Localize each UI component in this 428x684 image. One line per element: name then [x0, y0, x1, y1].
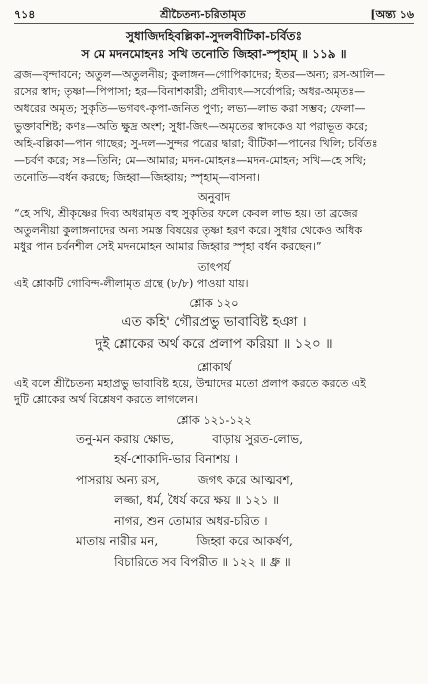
meaning-heading: শ্লোকার্থ: [196, 360, 231, 375]
verse-line: স মে মদনমোহনঃ সখি তনোতি জিহ্বা-স্পৃহাম্ ॥ ১১৯ ॥: [81, 47, 347, 61]
bengali-verse-120: [14, 312, 414, 356]
verse-line: মাতায় নারীর মন, জিহ্বা করে আকর্ষণ,: [76, 534, 293, 549]
translation: [14, 206, 414, 255]
verse-line: পাসরায় অন্য রস, জগৎ করে আত্মবশ,: [76, 472, 294, 487]
verse-line: হর্ষ-শোকাদি-ভার বিনাশয় ।: [76, 452, 239, 467]
synonym-line: ব্রজ—বৃন্দাবনে; অতুল—অতুলনীয়; কুলাঙ্গন—গোপিকাদের; ইতর—অন্য; রস-আলি—: [14, 68, 385, 81]
verse-line: তনু-মন করায় ক্ষোভ, বাড়ায় সুরত-লোভ,: [76, 431, 303, 446]
synonym-line: অহি-বল্লিকা—পান গাছের; সু-দল—সুন্দর পত্রের দ্বারা; বীটিকা—পানের খিলি; চর্বিতঃ: [14, 136, 378, 150]
verse-line: বিচারিতে সব বিপরীত ॥ ১২২ ॥ ধ্রু ॥: [76, 554, 291, 569]
purport-heading: তাৎপর্য: [197, 259, 231, 274]
book-title: শ্রীচৈতন্য-চরিতামৃত: [160, 8, 246, 21]
sanskrit-verse-119: [14, 27, 414, 63]
purport-text: এই শ্লোকটি গোবিন্দ-লীলামৃত গ্রন্থে (৮/৮) পাওয়া যায়।: [14, 276, 249, 290]
synonym-line: অধরের অমৃত; সুকৃতি—ভগবৎ-কৃপা-জনিত পুণ্য; লভ্য—লাভ করা সম্ভব; ফেলা—: [14, 102, 366, 116]
translation-line: “হে সখি, শ্রীকৃষ্ণের দিব্য অধরামৃত বহু সুকৃতির ফলে কেবল লাভ হয়। তা ব্রজের: [14, 207, 358, 221]
translation-line: মধুর পান চর্বনশীল সেই মদনমোহন আমার জিহ্বার স্পৃহা বর্ধন করছেন।”: [14, 240, 322, 254]
verse-line: লজ্জা, ধর্ম, ধৈর্য করে ক্ষয় ॥ ১২১ ॥: [76, 493, 279, 508]
meaning-line: এই বলে শ্রীচৈতন্য মহাপ্রভু ভাবাবিষ্ট হয়ে, উন্মাদের মতো প্রলাপ করতে করতে এই: [14, 377, 366, 391]
synonym-line: তনোতি—বর্ধন করছে; জিহ্বা—জিহ্বায়; স্পৃহাম্—বাসনা।: [14, 171, 260, 185]
translation-heading: অনুবাদ: [197, 190, 231, 205]
meaning-line: দুটি শ্লোকের অর্থ বিশ্লেষণ করতে লাগলেন।: [14, 393, 198, 407]
verse-meaning: [14, 376, 414, 409]
verse-line: এত কহি' গৌরপ্রভু ভাবাবিষ্ট হঞা ।: [121, 315, 307, 331]
synonym-line: রসের স্বাদ; তৃষ্ণা—পিপাসা; হর—বিনাশকারী; প্রদীব্যৎ—সর্বোপরি; অধর-অমৃতঃ—: [14, 85, 366, 99]
synonyms: [14, 66, 414, 186]
page-number: ৭১৪: [14, 8, 36, 21]
synonym-line: —চর্বণ করে; সঃ—তিনি; মে—আমার; মদন-মোহনঃ—মদন-মোহন; সখি—হে সখি;: [14, 154, 367, 168]
page-header: [14, 6, 414, 24]
translation-line: অতুলনীয়া কুলাঙ্গনাদের অন্য সমস্ত বিষয়ের তৃষ্ণা হরণ করে। সুধার থেকেও অধিক: [14, 223, 363, 237]
section-label: [অন্ত্য ১৬: [370, 8, 414, 21]
verse-line: দুই শ্লোকের অর্থ করে প্রলাপ করিয়া ॥ ১২০ ॥: [95, 337, 333, 353]
verse-line: নাগর, শুন তোমার অধর-চরিত ।: [76, 513, 268, 528]
verse-line: সুধাজিদহিবল্লিকা-সুদলবীটিকা-চর্বিতঃ: [126, 29, 302, 43]
bengali-verse-121-122: [14, 429, 414, 573]
verse-120-heading: শ্লোক ১২০: [189, 296, 239, 311]
synonym-line: ভুক্তাবশিষ্ট; কণঃ—অতি ক্ষুদ্র অংশ; সুধা-জিৎ—অমৃতের স্বাদকেও যা পরাভূত করে;: [14, 119, 368, 133]
verse-121-122-heading: শ্লোক ১২১-১২২: [176, 412, 252, 427]
